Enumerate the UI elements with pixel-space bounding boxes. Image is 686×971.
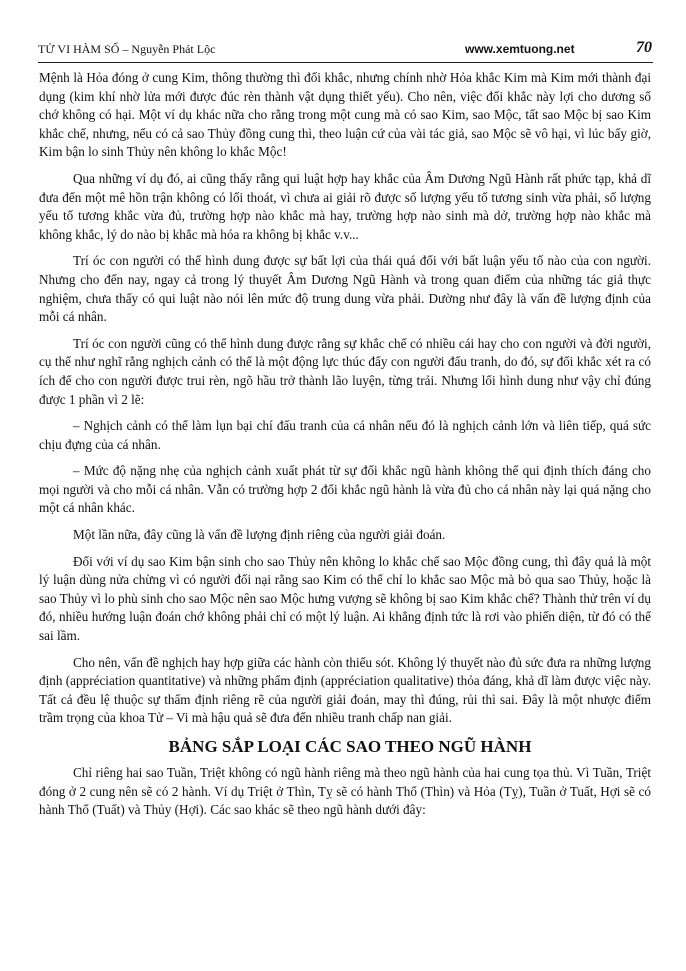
paragraph: Trí óc con người cũng có thể hình dung được rằng sự khắc chế có nhiều cái hay cho con người và đời người, cụ thể như nghĩ rằng nghịch cảnh có thể là một động lực thúc đẩy con người đấu tranh, do đó, sự đối khắc xét ra có ích để cho con người được trui rèn, ngõ hầu trở thành lão luyện, từng trải. Nhưng lối hình dung như vậy chỉ đúng được 1 phần vì 2 lẽ: [39, 335, 651, 407]
paragraph: Qua những ví dụ đó, ai cũng thấy rằng qui luật hợp hay khắc của Âm Dương Ngũ Hành rất phức tạp, khả dĩ đưa đến một mê hồn trận không có lối thoát, vì chưa ai giải rõ được số lượng yếu tố tương sinh vừa phải, số lượng yếu tố tương khắc vừa đủ, trường hợp nào khắc mà hay, trường hợp nào sinh mà dở, trường hợp nào khắc mà không khắc, lý do nào bị khắc mà hóa ra không bị khắc v.v... [39, 170, 651, 242]
paragraph: Chỉ riêng hai sao Tuần, Triệt không có ngũ hành riêng mà theo ngũ hành của hai cung tọa thủ. Vì Tuần, Triệt đóng ở 2 cung nên sẽ có 2 hành. Ví dụ Triệt ở Thìn, Tỵ sẽ có hành Thổ (Thìn) và Hỏa (Tỵ), Tuần ở Tuất, Hợi sẽ có hành Thổ (Tuất) và Thủy (Hợi). Các sao khác sẽ theo ngũ hành dưới đây: [39, 765, 651, 818]
header-rule [38, 62, 653, 63]
list-item-paragraph: – Nghịch cảnh có thể làm lụn bại chí đấu tranh của cá nhân nếu đó là nghịch cảnh lớn và liên tiếp, quá sức chịu đựng của cá nhân. [39, 418, 651, 452]
website-url[interactable]: www.xemtuong.net [465, 42, 575, 56]
paragraph: Mệnh là Hỏa đóng ở cung Kim, thông thường thì đối khắc, nhưng chính nhờ Hỏa khắc Kim mà Kim mới thành đại dụng (kim khí nhờ lửa mới được đúc rèn thành vật dụng thiết yếu). Cho nên, việc đối khắc này lợi cho dương số chớ không có hại. Một ví dụ khác nữa cho rằng trong một cung mà có sao Kim, sao Mộc, tất sao Mộc bị sao Kim khắc chế, nhưng, nếu có cả sao Thủy đồng cung thì, theo luận cứ của vài tác giả, sao Mộc sẽ vô hại, vì lúc bấy giờ, Kim bận lo sinh Thủy nên không lo khắc Mộc! [39, 70, 651, 160]
paragraph: Trí óc con người có thể hình dung được sự bất lợi của thái quá đối với bất luận yếu tố nào của con người. Nhưng cho đến nay, ngay cả trong lý thuyết Âm Dương Ngũ Hành và trong quan điểm của những tác giả thực nghiệm, chưa thấy có qui luật nào nói lên mức độ trung dung vừa phải. Dường như đây là vấn đề lượng định của mỗi cá nhân. [39, 253, 651, 325]
paragraph: Cho nên, vấn đề nghịch hay hợp giữa các hành còn thiếu sót. Không lý thuyết nào đủ sức đưa ra những lượng định (appréciation quantitative) và những phẩm định (appréciation qualitative) thỏa đáng, khả dĩ làm được việc này. Tất cả đều lệ thuộc sự thẩm định riêng rẽ của người giải đoán, may thì đúng, rủi thì sai. Đây là một nhược điểm trầm trọng của khoa Tử – Vi mà hậu quả sẽ đưa đến nhiều tranh chấp nan giải. [39, 654, 651, 726]
section-heading: BẢNG SẮP LOẠI CÁC SAO THEO NGŨ HÀNH [168, 737, 532, 756]
book-title-author: TỬ VI HÀM SỐ – Nguyễn Phát Lộc [38, 42, 216, 56]
page-number: 70 [636, 39, 652, 56]
paragraph: Một lần nữa, đây cũng là vấn đề lượng định riêng của người giải đoán. [73, 527, 446, 543]
paragraph: Đối với ví dụ sao Kim bận sinh cho sao Thủy nên không lo khắc chế sao Mộc đồng cung, thì đây quả là một lý luận dùng nửa chừng vì có người đối nại rằng sao Kim có thể chỉ lo khắc sao Mộc mà bỏ qua sao Thủy, hoặc là sao Thủy vì lo phù sinh cho sao Mộc nên sao Mộc hưng vượng sẽ không bị sao Kim khắc chế? Thành thử trên ví dụ đó, nhiều hướng luận đoán chớ không phải chỉ có một lý luận. Ai khẳng định tức là rơi vào phiến diện, từ đó có thể sai lầm. [39, 553, 651, 644]
page-header [38, 40, 652, 58]
page-body [39, 69, 651, 828]
list-item-paragraph: – Mức độ nặng nhẹ của nghịch cảnh xuất phát từ sự đối khắc ngũ hành không thể qui định thích đáng cho mọi người và cho mỗi cá nhân. Vẫn có trường hợp 2 đối khắc ngũ hành là vừa đủ cho cá nhân này lại quá nặng cho một cá nhân khác. [39, 463, 651, 516]
